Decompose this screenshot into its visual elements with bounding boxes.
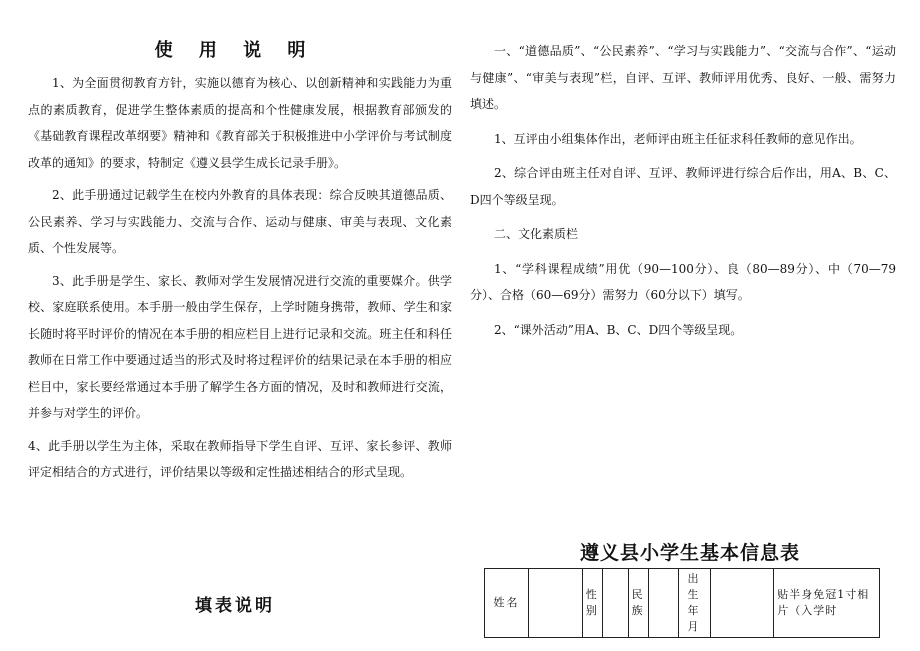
fill-notes-title: 填表说明 bbox=[195, 596, 275, 616]
birth-label: 出生年月 bbox=[678, 569, 710, 638]
birth-field[interactable] bbox=[710, 569, 774, 638]
ethnicity-field[interactable] bbox=[648, 569, 678, 638]
usage-paragraph-4: 4、此手册以学生为主体，采取在教师指导下学生自评、互评、家长参评、教师评定相结合的方式进行，评价结果以等级和定性描述相结合的形式呈现。 bbox=[28, 438, 452, 479]
info-table-title: 遵义县小学生基本信息表 bbox=[579, 542, 800, 564]
fill-note-6: 2、“课外活动”用A、B、C、D四个等级呈现。 bbox=[494, 322, 743, 337]
fill-notes-content bbox=[470, 38, 896, 351]
gender-field[interactable] bbox=[602, 569, 628, 638]
gender-label: 性别 bbox=[582, 569, 602, 638]
ethnicity-label: 民族 bbox=[628, 569, 648, 638]
fill-note-1: 一、“道德品质”、“公民素养”、“学习与实践能力”、“交流与合作”、“运动与健康”、“审美与表现”栏，自评、互评、教师评用优秀、良好、一般、需努力填述。 bbox=[470, 44, 896, 111]
fill-note-3: 2、综合评由班主任对自评、互评、教师评进行综合后作出，用A、B、C、D四个等级呈现。 bbox=[470, 166, 896, 207]
usage-paragraph-1: 1、为全面贯彻教育方针，实施以德育为核心、以创新精神和实践能力为重点的素质教育，促进学生整体素质的提高和个性健康发展，根据教育部颁发的《基础教育课程改革纲要》精神和《教育部关于积极推进中小学评价与考试制度改革的通知》的要求，特制定《遵义县学生成长记录手册》。 bbox=[28, 76, 452, 170]
usage-paragraph-2: 2、此手册通过记载学生在校内外教育的具体表现：综合反映其道德品质、公民素养、学习与实践能力、交流与合作、运动与健康、审美与表现、文化素质、个性发展等。 bbox=[28, 188, 452, 255]
photo-cell: 贴半身免冠1寸相片（入学时 bbox=[774, 569, 880, 638]
fill-note-2: 1、互评由小组集体作出，老师评由班主任征求科任教师的意见作出。 bbox=[494, 131, 862, 146]
usage-paragraph-3: 3、此手册是学生、家长、教师对学生发展情况进行交流的重要媒介。供学校、家庭联系使用。本手册一般由学生保存，上学时随身携带，教师、学生和家长随时将平时评价的情况在本手册的相应栏目上进行记录和交流。班主任和科任教师在日常工作中要通过适当的形式及时将过程评价的结果记录在本手册的相应栏目中，家长要经常通过本手册了解学生各方面的情况，及时和教师进行交流，并参与对学生的评价。 bbox=[28, 273, 452, 420]
student-info-table bbox=[484, 568, 880, 638]
fill-note-5: 1、“学科课程成绩”用优（90—100分）、良（80—89分）、中（70—79分）、合格（60—69分）需努力（60分以下）填写。 bbox=[470, 261, 896, 302]
name-label: 姓名 bbox=[485, 569, 529, 638]
usage-title: 使 用 说 明 bbox=[154, 40, 316, 61]
usage-instructions bbox=[28, 70, 452, 492]
name-field[interactable] bbox=[528, 569, 582, 638]
fill-note-4: 二、文化素质栏 bbox=[494, 227, 579, 241]
